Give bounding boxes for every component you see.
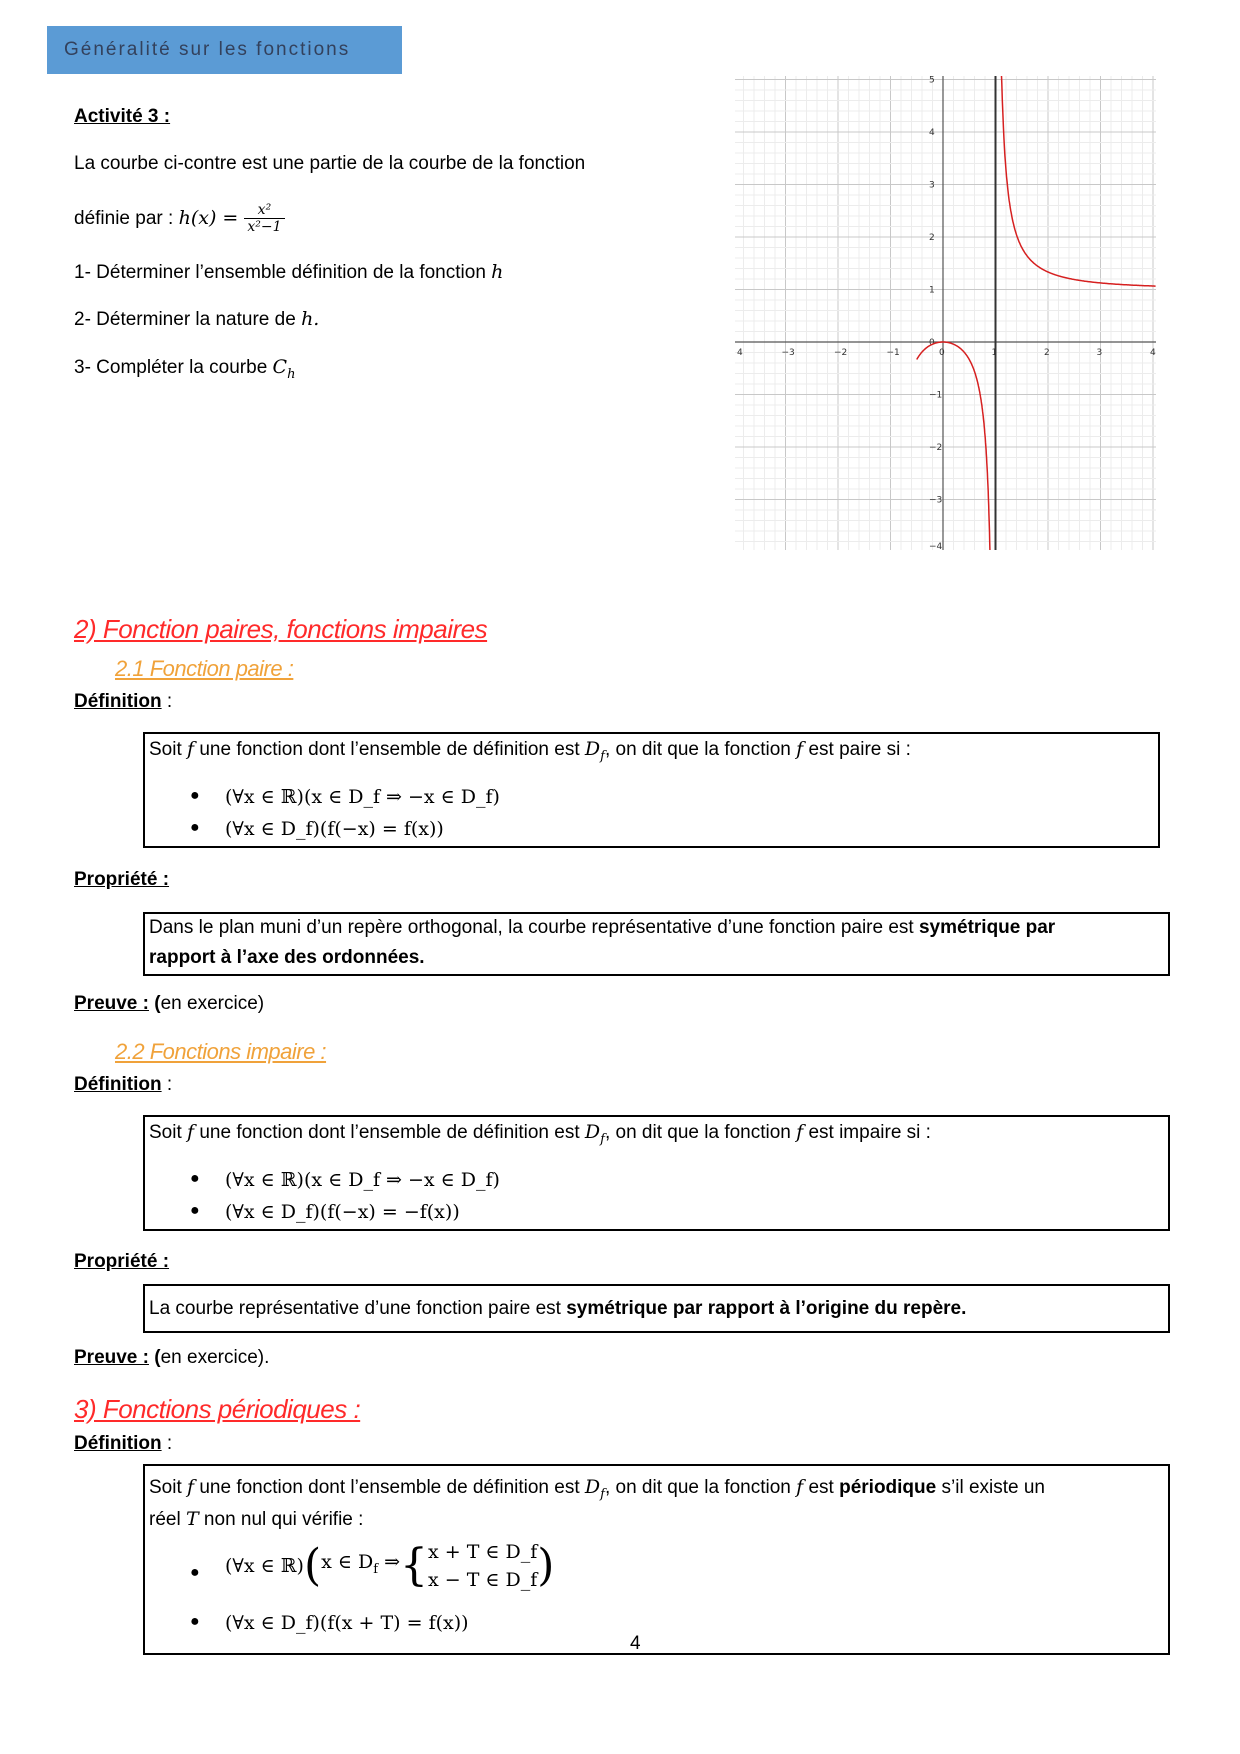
fraction-denominator: x²−1	[247, 219, 282, 236]
y-tick-label: −3	[929, 495, 943, 506]
definition-label-2-colon: :	[161, 1074, 173, 1095]
box-paire-bullet-2: (∀x ∈ D_f)(f(−x) = f(x))	[225, 818, 444, 840]
box-periodique-intro-e: s’il existe un	[936, 1477, 1045, 1498]
box-paire-intro-b: une fonction dont l’ensemble de définition est	[194, 739, 585, 760]
preuve-2	[74, 1346, 269, 1370]
box-impaire-bullet-1: (∀x ∈ ℝ)(x ∈ D_f ⇒ −x ∈ D_f)	[225, 1169, 500, 1191]
x-tick-label: 4	[737, 348, 743, 358]
box-periodique-intro-a: Soit	[149, 1477, 188, 1498]
box-periodique-T: T	[185, 1508, 199, 1530]
box-impaire-intro-b: une fonction dont l’ensemble de définition est	[194, 1122, 585, 1143]
activite-definition-prefix: définie par :	[74, 208, 179, 229]
question-1-var: h	[491, 261, 504, 283]
fraction-numerator: x²	[244, 202, 284, 219]
question-1	[74, 260, 503, 285]
box-periodique-line2-a: réel	[149, 1509, 186, 1530]
x-tick-label: 0	[939, 348, 945, 358]
section-2-1-title: 2.1 Fonction paire :	[115, 656, 294, 681]
propriete-box-paire	[143, 912, 1170, 976]
preuve-2-paren: (	[148, 1347, 161, 1368]
box-impaire-intro-a: Soit	[149, 1122, 188, 1143]
x-tick-label: 3	[1096, 348, 1103, 358]
definition-box-impaire	[143, 1115, 1170, 1231]
box-periodique-D-sub: f	[600, 1486, 605, 1502]
activite-definition	[74, 198, 285, 239]
question-3-sub: h	[287, 366, 296, 382]
x-tick-label: 4	[1150, 348, 1156, 358]
system-line-2: x − T ∈ D_f	[428, 1569, 538, 1591]
box-periodique-intro	[149, 1475, 1045, 1507]
bullet-marker: ●	[190, 1564, 200, 1581]
definition-box-paire	[143, 732, 1160, 848]
box-periodique-line2	[149, 1507, 363, 1532]
prop2-line	[149, 1297, 966, 1321]
box-periodique-line2-b: non nul qui vérifie :	[198, 1509, 364, 1530]
question-3-text: 3- Compléter la courbe	[74, 357, 273, 378]
bullet-marker: ●	[190, 787, 200, 804]
preuve-1	[74, 992, 264, 1016]
section-2-2-title: 2.2 Fonctions impaire :	[115, 1039, 327, 1064]
question-1-text: 1- Déterminer l’ensemble définition de la fonction	[74, 262, 492, 283]
x-tick-label: −3	[781, 348, 795, 358]
box-paire-D: D	[584, 738, 601, 760]
question-3	[74, 355, 295, 387]
box-paire-intro	[149, 737, 911, 769]
page-number: 4	[630, 1633, 641, 1654]
box-impaire-intro-d: est impaire si :	[803, 1122, 931, 1143]
prop1-line2: rapport à l’axe des ordonnées.	[149, 947, 425, 968]
fraction	[244, 202, 284, 235]
definition-box-periodique	[143, 1464, 1170, 1655]
bullet-marker: ●	[190, 819, 200, 836]
definition-label-1-text: Définition	[74, 691, 162, 712]
box-impaire-f-2: f	[796, 1121, 804, 1143]
box-paire-intro-c: , on dit que la fonction	[604, 739, 797, 760]
x-tick-label: 2	[1044, 348, 1050, 358]
activite-line1: La courbe ci-contre est une partie de la courbe de la fonction	[74, 153, 586, 174]
definition-label-2	[74, 1073, 172, 1097]
propriete-label-1: Propriété :	[74, 869, 170, 890]
system-line-1: x + T ∈ D_f	[428, 1541, 538, 1563]
box-periodique-f: f	[187, 1476, 195, 1498]
box-impaire-intro-c: , on dit que la fonction	[604, 1122, 797, 1143]
preuve-2-text: en exercice).	[160, 1347, 270, 1368]
propriete-box-impaire	[143, 1284, 1170, 1333]
definition-label-3-text: Définition	[74, 1433, 162, 1454]
y-tick-label: 0	[929, 338, 935, 348]
y-tick-label: 4	[929, 128, 935, 138]
preuve-1-paren: (	[148, 993, 161, 1014]
y-tick-label: 2	[929, 233, 935, 243]
preuve-2-label: Preuve :	[74, 1347, 149, 1368]
definition-label-1	[74, 690, 172, 714]
x-tick-label: −2	[834, 348, 848, 358]
box-paire-intro-d: est paire si :	[803, 739, 911, 760]
bullet-marker: ●	[190, 1613, 200, 1630]
definition-label-1-colon: :	[161, 691, 173, 712]
box-periodique-bullet-2: (∀x ∈ D_f)(f(x + T) = f(x))	[225, 1612, 469, 1634]
x-tick-label: −1	[886, 348, 900, 358]
bullet-marker: ●	[190, 1202, 200, 1219]
box-impaire-f: f	[187, 1121, 195, 1143]
prop1-text: Dans le plan muni d’un repère orthogonal, la courbe représentative d’une fonction paire est	[149, 917, 919, 938]
box-periodique-bullet-1: (∀x ∈ ℝ) ( x ∈ $D_f$ ⇒ { x + T ∈ D_f x − T ∈ D_f )	[225, 1536, 554, 1596]
question-2-var: h.	[301, 308, 320, 330]
question-3-var: C	[272, 356, 288, 378]
definition-label-3	[74, 1432, 172, 1456]
box-periodique-bold: périodique	[839, 1477, 937, 1498]
box-periodique-intro-c: , on dit que la fonction	[604, 1477, 797, 1498]
function-graph	[735, 76, 1156, 550]
header-banner	[47, 26, 402, 74]
question-2-text: 2- Déterminer la nature de	[74, 309, 302, 330]
prop2-text: La courbe représentative d’une fonction paire est	[149, 1298, 567, 1319]
y-tick-label: 1	[929, 285, 935, 296]
box-paire-f-2: f	[796, 738, 804, 760]
y-tick-label: 5	[929, 76, 935, 86]
x-tick-label: 1	[991, 348, 998, 358]
box-impaire-intro	[149, 1120, 931, 1152]
y-tick-label: −1	[929, 390, 943, 401]
section-2-title: 2) Fonction paires, fonctions impaires	[74, 614, 488, 644]
box-impaire-D: D	[584, 1121, 601, 1143]
box-periodique-D: D	[584, 1476, 601, 1498]
header-title: Généralité sur les fonctions	[64, 39, 351, 60]
box-periodique-f-2: f	[796, 1476, 804, 1498]
box-paire-f: f	[187, 738, 195, 760]
question-2	[74, 307, 319, 332]
h-of-x: h(x) =	[178, 207, 245, 229]
preuve-1-text: en exercice)	[160, 993, 265, 1014]
box-periodique-intro-d: est	[803, 1477, 840, 1498]
box-impaire-D-sub: f	[600, 1131, 605, 1147]
y-tick-label: −2	[929, 443, 943, 453]
section-3-title: 3) Fonctions périodiques :	[74, 1394, 361, 1424]
propriete-label-2: Propriété :	[74, 1251, 170, 1272]
activite-title: Activité 3 :	[74, 106, 171, 127]
box-paire-D-sub: f	[600, 748, 605, 764]
y-tick-label: −4	[929, 542, 943, 550]
box-impaire-bullet-2: (∀x ∈ D_f)(f(−x) = −f(x))	[225, 1201, 460, 1223]
prop1-line1	[149, 916, 1055, 940]
bullet-marker: ●	[190, 1170, 200, 1187]
prop1-bold-1: symétrique par	[918, 917, 1056, 938]
definition-label-2-text: Définition	[74, 1074, 162, 1095]
definition-label-3-colon: :	[161, 1433, 173, 1454]
preuve-1-label: Preuve :	[74, 993, 149, 1014]
box-paire-intro-a: Soit	[149, 739, 188, 760]
y-tick-label: 3	[929, 180, 935, 191]
box-paire-bullet-1: (∀x ∈ ℝ)(x ∈ D_f ⇒ −x ∈ D_f)	[225, 786, 500, 808]
box-periodique-intro-b: une fonction dont l’ensemble de définition est	[194, 1477, 585, 1498]
prop2-bold: symétrique par rapport à l’origine du repère.	[566, 1298, 967, 1319]
